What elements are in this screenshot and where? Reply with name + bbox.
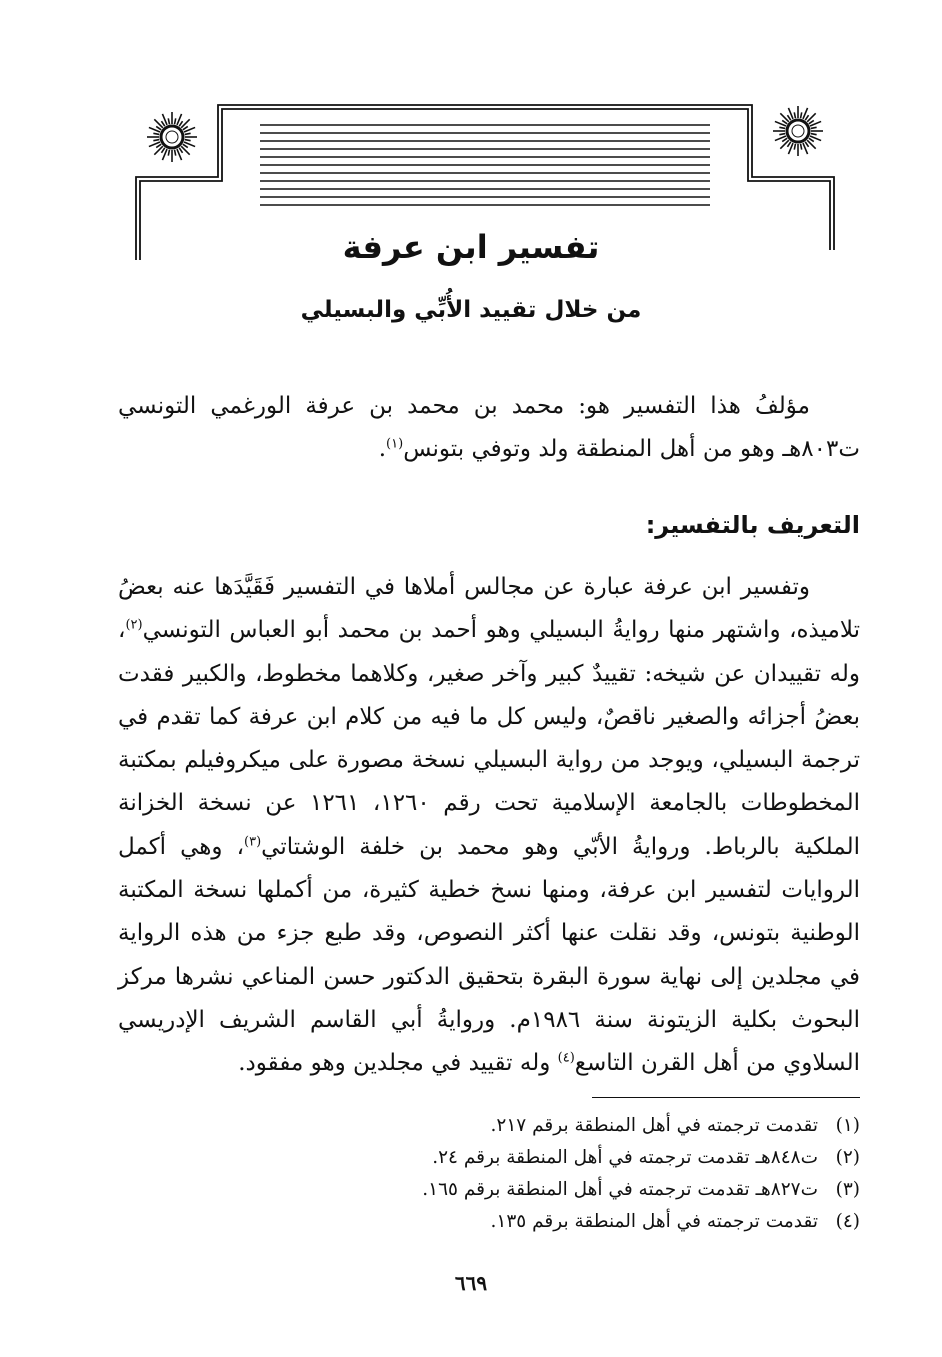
intro-text: مؤلفُ هذا التفسير هو: محمد بن محمد بن عرفة الورغمي التونسي ت٨٠٣هـ وهو من أهل المنطقة ولد وتوفي بتونس — [118, 393, 860, 462]
footnote-item — [118, 1110, 860, 1142]
sun-ornament-left-icon — [147, 112, 197, 162]
footnote-item — [118, 1206, 860, 1238]
footnote-ref-2: (٢) — [125, 617, 143, 633]
footnote-text: تقدمت ترجمته في أهل المنطقة برقم ٢١٧. — [490, 1115, 818, 1136]
section-heading: التعريف بالتفسير: — [645, 511, 860, 539]
footnote-item — [118, 1142, 860, 1174]
page-title: تفسير ابن عرفة — [342, 228, 600, 266]
footnote-text: ت٨٢٧هـ تقدمت ترجمته في أهل المنطقة برقم ١٦٥. — [422, 1179, 818, 1200]
footnote-text: تقدمت ترجمته في أهل المنطقة برقم ١٣٥. — [490, 1211, 818, 1232]
page-number: ٦٦٩ — [454, 1271, 488, 1295]
body-text-2: ، وله تقييدان عن شيخه: تقييدٌ كبير وآخر صغير، وكلاهما مخطوط، والكبير فقدت بعضُ أجزائه والصغير ناقصٌ، وليس كل ما فيه من كلام ابن عرفة كما تقدم في ترجمة البسيلي، ويوجد من رواية البسيلي نسخة مصورة على ميكروفيلم بمكتبة المخطوطات بالجامعة الإسلامية تحت رقم ١٢٦٠، ١٢٦١ عن نسخة الخزانة الملكية بالرباط. وروايةُ الأبّي وهو محمد بن خلفة الوشتاتي — [118, 617, 860, 860]
body-text-4: وله تقييد في مجلدين وهو مفقود. — [238, 1050, 558, 1077]
footnote-number: (١) — [835, 1115, 860, 1136]
footnote-item — [118, 1174, 860, 1206]
intro-paragraph — [118, 385, 860, 471]
body-paragraph — [118, 566, 860, 1086]
body-text-3: ، وهي أكمل الروايات لتفسير ابن عرفة، ومنها نسخ خطية كثيرة، من أكملها نسخة المكتبة الوطنية بتونس، وقد نقلت عنها أكثر النصوص، وقد طبع جزء من هذه الرواية في مجلدين إلى نهاية سورة البقرة بتحقيق الدكتور حسن المناعي نشرها مركز البحوث بكلية الزيتونة سنة ١٩٨٦م. وروايةُ أبي القاسم الشريف الإدريسي السلاوي من أهل القرن التاسع — [118, 833, 860, 1077]
footnote-number: (٣) — [835, 1179, 860, 1200]
footnote-ref-3: (٣) — [244, 834, 262, 850]
footnote-text: ت٨٤٨هـ تقدمت ترجمته في أهل المنطقة برقم ٢٤. — [432, 1147, 818, 1168]
footnote-ref-1: (١) — [386, 436, 404, 452]
page-subtitle: من خلال تقييد الأُبِّي والبسيلي — [300, 297, 642, 323]
footnotes — [118, 1110, 860, 1238]
sun-ornament-right-icon — [773, 106, 823, 156]
footnote-ref-4: (٤) — [557, 1050, 575, 1066]
body-text-1: وتفسير ابن عرفة عبارة عن مجالس أملاها في التفسير فَقَيَّدَها عنه بعضُ تلاميذه، واشتهر منها روايةُ البسيلي وهو أحمد بن محمد أبو العباس التونسي — [118, 574, 860, 644]
intro-end: . — [378, 436, 387, 462]
footnote-divider — [592, 1097, 860, 1098]
footnote-number: (٤) — [835, 1211, 860, 1232]
footnote-number: (٢) — [835, 1147, 860, 1168]
